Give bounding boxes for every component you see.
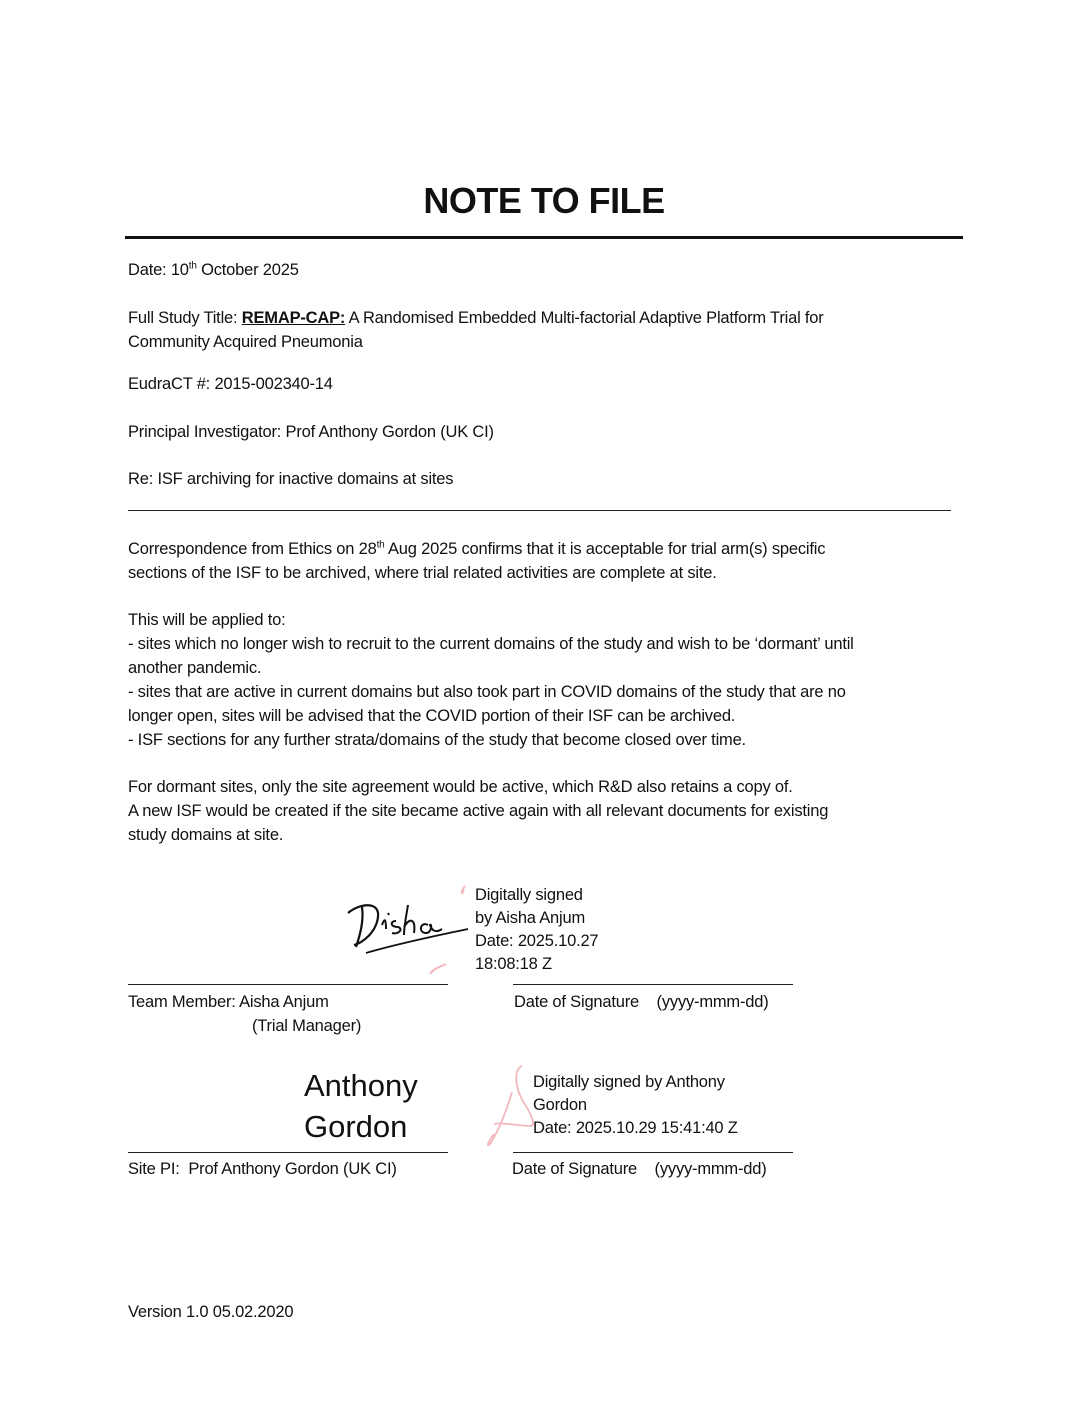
signature-name-line: Gordon (304, 1109, 408, 1144)
site-pi-typed-signature (304, 1065, 418, 1147)
version-footer: Version 1.0 05.02.2020 (128, 1303, 294, 1321)
date-rest: October 2025 (196, 261, 299, 279)
study-title-line2: Community Acquired Pneumonia (128, 333, 363, 351)
page-title: NOTE TO FILE (423, 180, 665, 221)
para1-line2: sections of the ISF to be archived, where trial related activities are complete at site. (128, 564, 717, 582)
bullet3-line1: - ISF sections for any further strata/domains of the study that become closed over time. (128, 731, 746, 749)
title-divider (125, 236, 963, 239)
site-pi-signature-line (128, 1152, 448, 1153)
para3-line3: study domains at site. (128, 826, 284, 844)
signature-name-line: Anthony (304, 1068, 418, 1103)
para1-suffix: th (376, 539, 385, 551)
digital-sign-line: Date: 2025.10.27 (475, 932, 599, 950)
para1-text-b: Aug 2025 confirms that it is acceptable for trial arm(s) specific (384, 540, 826, 558)
digital-sign-line: by Aisha Anjum (475, 909, 586, 927)
team-member-digital-signature (475, 884, 598, 976)
study-title-line1 (128, 306, 824, 330)
digital-sign-line: Digitally signed by Anthony (533, 1073, 725, 1091)
eudract-number: EudraCT #: 2015-002340-14 (128, 375, 333, 393)
site-pi-label: Site PI: Prof Anthony Gordon (UK CI) (128, 1160, 397, 1178)
date-suffix: th (188, 260, 197, 272)
bullet1-line2: another pandemic. (128, 659, 262, 677)
digital-sign-line: Gordon (533, 1096, 587, 1114)
bullet2-line1: - sites that are active in current domains but also took part in COVID domains of the study that are no (128, 683, 846, 701)
date-label: Date: 10 (128, 261, 189, 279)
site-pi-digital-signature (533, 1071, 738, 1140)
adobe-watermark-icon (420, 882, 480, 982)
study-acronym: REMAP-CAP: (241, 309, 346, 327)
para3-line2: A new ISF would be created if the site became active again with all relevant documents for existing (128, 802, 829, 820)
para1-line1 (128, 537, 825, 561)
digital-sign-line: Digitally signed (475, 886, 583, 904)
date-field (128, 258, 299, 282)
digital-sign-line: Date: 2025.10.29 15:41:40 Z (533, 1119, 738, 1137)
site-pi-date-label: Date of Signature (yyyy-mmm-dd) (512, 1160, 767, 1178)
study-title-text: A Randomised Embedded Multi-factorial Adaptive Platform Trial for (345, 309, 824, 327)
subject-line: Re: ISF archiving for inactive domains at sites (128, 470, 454, 488)
section-divider (128, 510, 951, 511)
team-member-date-label: Date of Signature (yyyy-mmm-dd) (514, 993, 769, 1011)
bullet1-line1: - sites which no longer wish to recruit to the current domains of the study and wish to be ‘dormant’ until (128, 635, 854, 653)
site-pi-date-line (513, 1152, 793, 1153)
team-member-role: (Trial Manager) (252, 1017, 362, 1035)
principal-investigator: Principal Investigator: Prof Anthony Gordon (UK CI) (128, 423, 494, 441)
bullet2-line2: longer open, sites will be advised that the COVID portion of their ISF can be archived. (128, 707, 736, 725)
para1-text-a: Correspondence from Ethics on 28 (128, 540, 377, 558)
digital-sign-line: 18:08:18 Z (475, 955, 552, 973)
team-member-date-line (513, 984, 793, 985)
study-title-label: Full Study Title: (128, 309, 242, 327)
team-member-label: Team Member: Aisha Anjum (128, 993, 329, 1011)
team-member-signature-line (128, 984, 448, 985)
applied-intro: This will be applied to: (128, 611, 286, 629)
para3-line1: For dormant sites, only the site agreement would be active, which R&D also retains a copy of. (128, 778, 793, 796)
